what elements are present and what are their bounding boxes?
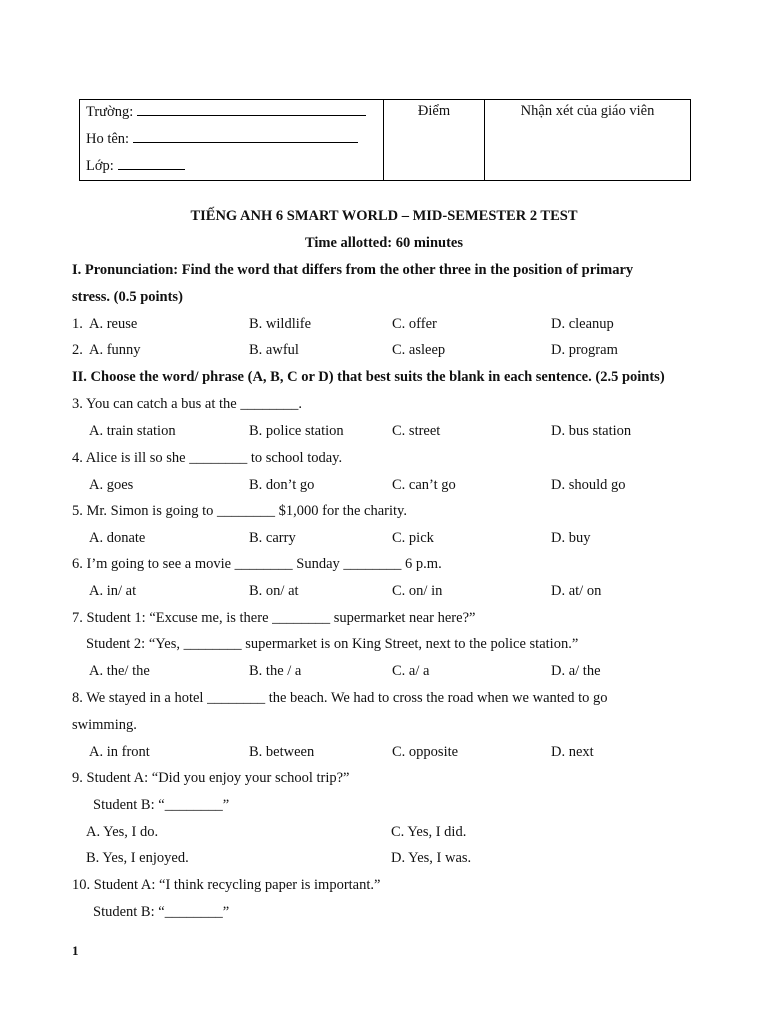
q8-stem-line1: 8. We stayed in a hotel ________ the beach. We had to cross the road when we wanted to go [72, 690, 608, 706]
q8-option-a: A. in front [89, 744, 150, 760]
time-allotted: Time allotted: 60 minutes [304, 235, 463, 251]
q7-option-a: A. the/ the [89, 663, 150, 679]
q9-stem-line1: 9. Student A: “Did you enjoy your school trip?” [72, 770, 350, 786]
q4-option-a: A. goes [89, 477, 134, 493]
q7-option-d: D. a/ the [551, 663, 601, 679]
name-field [86, 130, 358, 148]
section1-heading-line2: stress. (0.5 points) [72, 289, 183, 305]
q9-option-c: C. Yes, I did. [391, 824, 467, 840]
q8-stem-line2: swimming. [72, 717, 137, 733]
q5-option-d: D. buy [551, 530, 591, 546]
q8-option-b: B. between [249, 744, 315, 760]
q2-option-a: A. funny [89, 342, 141, 358]
q3-option-d: D. bus station [551, 423, 632, 439]
student-info-cell [80, 100, 384, 180]
score-cell [384, 100, 485, 180]
q6-option-c: C. on/ in [392, 583, 443, 599]
score-label: Điểm [417, 103, 451, 119]
class-blank [118, 157, 185, 170]
q1-option-b: B. wildlife [249, 316, 312, 332]
q3-option-c: C. street [392, 423, 441, 439]
name-blank [133, 130, 358, 143]
q2-option-c: C. asleep [392, 342, 446, 358]
class-label: Lớp: [86, 158, 114, 174]
comment-label: Nhận xét của giáo viên [520, 103, 655, 119]
q4-option-b: B. don’t go [249, 477, 315, 493]
section1-heading-line1: I. Pronunciation: Find the word that differs from the other three in the position of primary [72, 262, 634, 278]
q3-stem: 3. You can catch a bus at the ________. [72, 396, 302, 412]
q8-option-c: C. opposite [392, 744, 459, 760]
school-field [86, 103, 366, 121]
q1-option-d: D. cleanup [551, 316, 614, 332]
q2-number: 2. [72, 342, 83, 358]
q9-stem-line2: Student B: “________” [93, 797, 230, 813]
q3-option-a: A. train station [89, 423, 176, 439]
school-blank [137, 103, 366, 116]
q10-stem-line2: Student B: “________” [93, 904, 230, 920]
q1-number: 1. [72, 316, 83, 332]
q10-stem-line1: 10. Student A: “I think recycling paper is important.” [72, 877, 381, 893]
school-label: Trường: [86, 104, 134, 120]
page-number: 1 [72, 943, 79, 958]
q3-option-b: B. police station [249, 423, 344, 439]
header-table [79, 99, 691, 181]
q5-stem: 5. Mr. Simon is going to ________ $1,000 for the charity. [72, 503, 407, 519]
q1-option-c: C. offer [392, 316, 437, 332]
class-field [86, 157, 185, 175]
q2-option-d: D. program [551, 342, 618, 358]
q7-option-c: C. a/ a [392, 663, 430, 679]
q6-option-a: A. in/ at [89, 583, 137, 599]
comment-cell [485, 100, 690, 180]
q7-stem-line1: 7. Student 1: “Excuse me, is there ________ supermarket near here?” [72, 610, 476, 626]
q6-option-d: D. at/ on [551, 583, 602, 599]
q4-option-d: D. should go [551, 477, 626, 493]
q8-option-d: D. next [551, 744, 594, 760]
q1-option-a: A. reuse [89, 316, 138, 332]
q9-option-a: A. Yes, I do. [86, 824, 159, 840]
q2-option-b: B. awful [249, 342, 299, 358]
name-label: Ho tên: [86, 131, 130, 147]
q9-option-b: B. Yes, I enjoyed. [86, 850, 189, 866]
q5-option-a: A. donate [89, 530, 146, 546]
section2-heading: II. Choose the word/ phrase (A, B, C or D) that best suits the blank in each sentence. (2.5 points) [72, 369, 665, 385]
q4-option-c: C. can’t go [392, 477, 456, 493]
q4-stem: 4. Alice is ill so she ________ to school today. [72, 450, 343, 466]
q5-option-b: B. carry [249, 530, 296, 546]
q5-option-c: C. pick [392, 530, 434, 546]
q6-option-b: B. on/ at [249, 583, 299, 599]
q7-option-b: B. the / a [249, 663, 302, 679]
test-title: TIẾNG ANH 6 SMART WORLD – MID-SEMESTER 2 TEST [190, 208, 578, 224]
q7-stem-line2: Student 2: “Yes, ________ supermarket is on King Street, next to the police station.” [86, 636, 579, 652]
q9-option-d: D. Yes, I was. [391, 850, 472, 866]
q6-stem: 6. I’m going to see a movie ________ Sunday ________ 6 p.m. [72, 556, 442, 572]
